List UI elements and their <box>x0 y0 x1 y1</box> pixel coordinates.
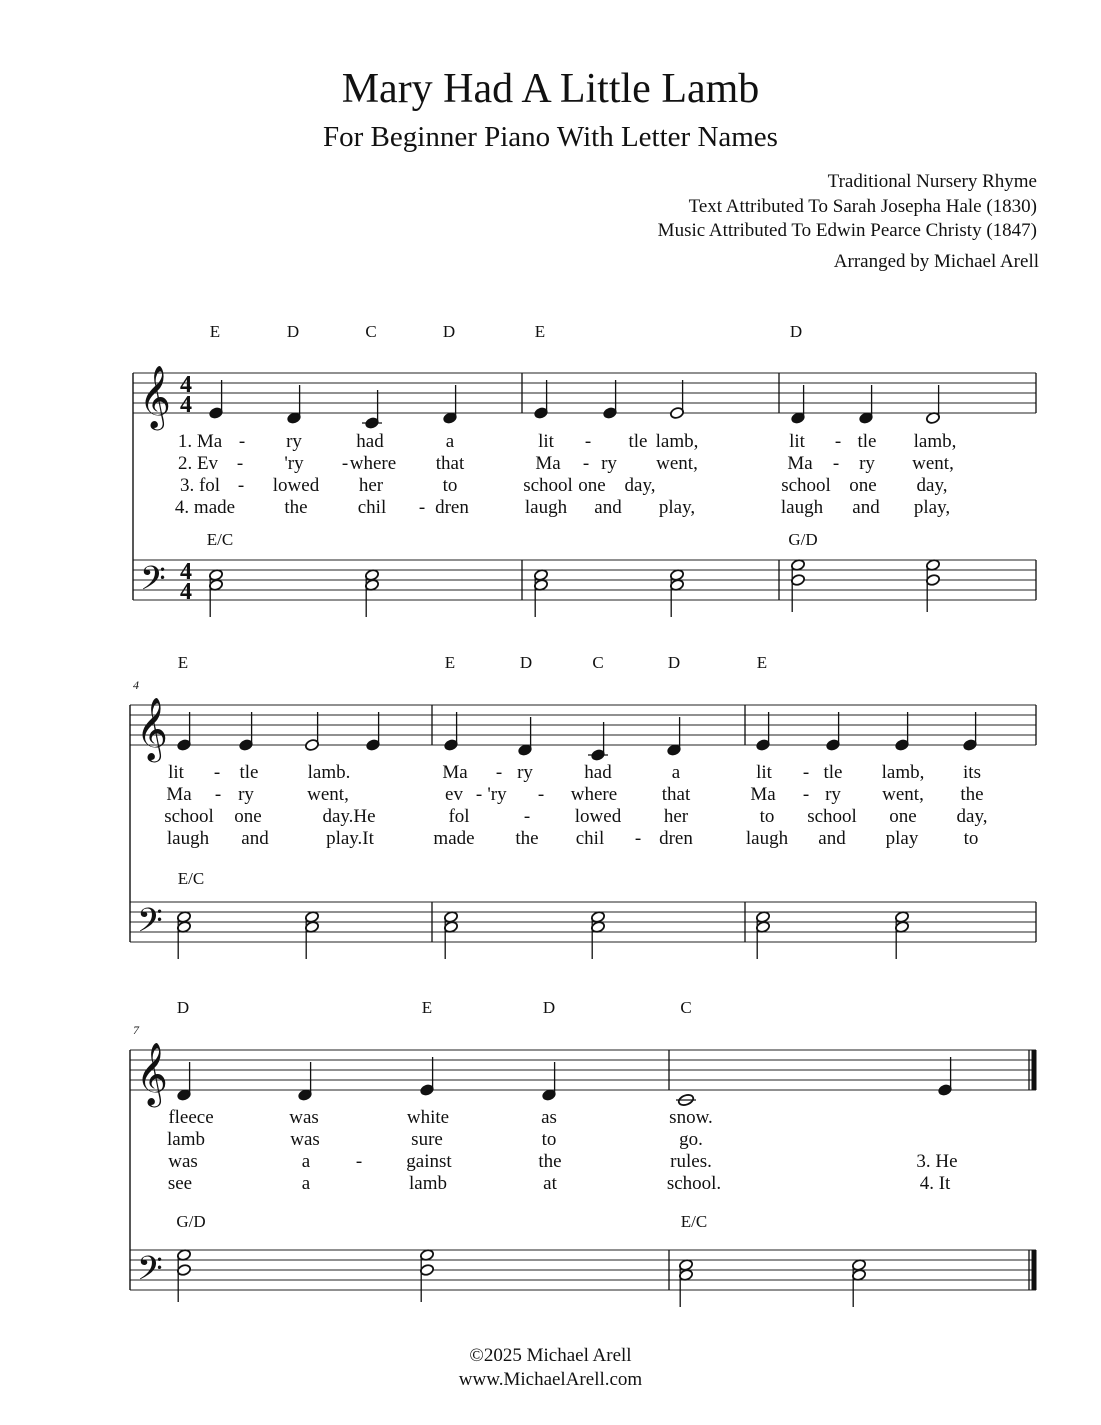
lyric-syllable: white <box>406 1107 450 1128</box>
bass-clef-icon: 𝄢 <box>137 1250 163 1295</box>
lyric-syllable: go. <box>679 1129 703 1150</box>
chord-label: G/D <box>788 530 818 549</box>
lyric-syllable: a <box>445 431 455 452</box>
treble-clef-icon: 𝄞 <box>136 1044 168 1104</box>
lyric-syllable: lamb. <box>307 762 351 783</box>
lyric-syllable: one <box>889 806 917 827</box>
lyric-syllable: went, <box>656 453 698 474</box>
lyric-syllable: ev <box>445 784 463 805</box>
lyric-syllable: school <box>781 475 831 496</box>
note-letter-name: D <box>789 322 803 341</box>
lyric-syllable: - <box>523 806 531 827</box>
lyric-syllable: the <box>538 1151 562 1172</box>
lyric-syllable: dren <box>435 497 469 518</box>
lyric-syllable: ry <box>286 431 302 452</box>
treble-clef-icon: 𝄞 <box>139 367 171 427</box>
lyric-syllable: day.He <box>322 806 376 827</box>
chord-label: E/C <box>680 1212 708 1231</box>
note-letter-name: C <box>680 998 692 1017</box>
time-signature-top: 4 <box>180 559 192 585</box>
lyric-syllable: chil <box>575 828 605 849</box>
lyric-syllable: school. <box>666 1173 722 1194</box>
lyric-syllable: to <box>963 828 979 849</box>
credit-composer: Music Attributed To Edwin Pearce Christy (1847) <box>657 220 1037 241</box>
lyric-syllable: Ma <box>442 762 468 783</box>
lyric-syllable: - <box>238 431 246 452</box>
lyric-syllable: laugh <box>745 828 789 849</box>
time-signature-bottom: 4 <box>180 392 192 418</box>
chord-label: E/C <box>177 869 205 888</box>
note-letter-name: C <box>592 653 604 672</box>
lyric-syllable: 2. Ev <box>177 453 219 474</box>
lyric-syllable: fleece <box>168 1107 214 1128</box>
lyric-syllable: ry <box>859 453 875 474</box>
lyric-syllable: had <box>584 762 612 783</box>
lyric-syllable: lit <box>789 431 805 452</box>
lyric-syllable: tle <box>239 762 259 783</box>
lyric-syllable: - <box>355 1151 363 1172</box>
lyric-syllable: - <box>418 497 426 518</box>
lyric-syllable: school <box>523 475 573 496</box>
lyric-syllable: - <box>802 784 810 805</box>
lyric-syllable: school <box>807 806 857 827</box>
lyric-syllable: - <box>495 762 503 783</box>
lyric-syllable: laugh <box>780 497 824 518</box>
lyric-syllable: snow. <box>669 1107 713 1128</box>
lyric-syllable: tle <box>628 431 648 452</box>
lyric-syllable: sure <box>411 1129 443 1150</box>
website-url: www.MichaelArell.com <box>458 1369 643 1390</box>
note-letter-name: C <box>365 322 377 341</box>
lyric-syllable: and <box>852 497 880 518</box>
lyric-syllable: her <box>358 475 384 496</box>
lyric-syllable: laugh <box>524 497 568 518</box>
note-letter-name: E <box>421 998 433 1017</box>
lyric-syllable: - <box>832 453 840 474</box>
lyric-syllable: and <box>818 828 846 849</box>
lyric-syllable: tle <box>823 762 843 783</box>
lyric-syllable: lamb, <box>913 431 957 452</box>
lyric-syllable: 4. It <box>919 1173 951 1194</box>
lyric-syllable: gainst <box>406 1151 452 1172</box>
lyric-syllable: - <box>634 828 642 849</box>
lyric-syllable: lowed <box>272 475 320 496</box>
lyric-syllable: - <box>341 453 349 474</box>
lyric-syllable: - <box>237 475 245 496</box>
lyric-syllable: Ma <box>787 453 813 474</box>
lyric-syllable: her <box>663 806 689 827</box>
lyric-syllable: to <box>541 1129 557 1150</box>
lyric-syllable: as <box>541 1107 557 1128</box>
credit-arranger: Arranged by Michael Arell <box>833 251 1039 272</box>
lyric-syllable: ry <box>601 453 617 474</box>
lyric-syllable: its <box>963 762 981 783</box>
song-subtitle: For Beginner Piano With Letter Names <box>323 121 778 153</box>
lyric-syllable: play.It <box>326 828 374 849</box>
treble-clef-icon: 𝄞 <box>136 699 168 759</box>
note-letter-name: E <box>756 653 768 672</box>
lyric-syllable: had <box>356 431 384 452</box>
lyric-syllable: see <box>167 1173 193 1194</box>
chord-label: G/D <box>176 1212 206 1231</box>
lyric-syllable: 3. He <box>916 1151 958 1172</box>
lyric-syllable: tle <box>857 431 877 452</box>
lyric-syllable: - <box>582 453 590 474</box>
lyric-syllable: lit <box>756 762 772 783</box>
lyric-syllable: lowed <box>574 806 622 827</box>
lyric-syllable: school <box>164 806 214 827</box>
time-signature-top: 4 <box>180 372 192 398</box>
lyric-syllable: lamb, <box>655 431 699 452</box>
note-letter-name: E <box>177 653 189 672</box>
lyric-syllable: 1. Ma <box>177 431 223 452</box>
lyric-syllable: and <box>594 497 622 518</box>
lyric-syllable: one <box>234 806 262 827</box>
lyric-syllable: the <box>284 497 308 518</box>
lyric-syllable: to <box>759 806 775 827</box>
lyric-syllable: went, <box>882 784 924 805</box>
note-letter-name: D <box>442 322 456 341</box>
note-letter-name: D <box>542 998 556 1017</box>
lyric-syllable: Ma <box>535 453 561 474</box>
lyric-syllable: Ma <box>166 784 192 805</box>
lyric-syllable: ry <box>825 784 841 805</box>
copyright-notice: ©2025 Michael Arell <box>469 1345 632 1366</box>
lyric-syllable: where <box>349 453 397 474</box>
lyric-syllable: was <box>168 1151 198 1172</box>
lyric-syllable: where <box>570 784 618 805</box>
lyric-syllable: - <box>584 431 592 452</box>
lyric-syllable: one <box>578 475 606 496</box>
lyric-syllable: ry <box>517 762 533 783</box>
lyric-syllable: lamb <box>409 1173 447 1194</box>
lyric-syllable: went, <box>307 784 349 805</box>
lyric-syllable: that <box>435 453 465 474</box>
lyric-syllable: day, <box>956 806 988 827</box>
note-letter-name: D <box>286 322 300 341</box>
lyric-syllable: - <box>236 453 244 474</box>
song-title: Mary Had A Little Lamb <box>341 66 760 112</box>
lyric-syllable: made <box>433 828 475 849</box>
lyric-syllable: fol <box>448 806 470 827</box>
lyric-syllable: rules. <box>670 1151 712 1172</box>
lyric-syllable: dren <box>659 828 693 849</box>
lyric-syllable: lit <box>538 431 554 452</box>
lyric-syllable: ry <box>238 784 254 805</box>
lyric-syllable: a <box>671 762 681 783</box>
credit-origin: Traditional Nursery Rhyme <box>827 171 1037 192</box>
lyric-syllable: laugh <box>166 828 210 849</box>
measure-number: 7 <box>133 1023 139 1037</box>
lyric-syllable: day, <box>624 475 656 496</box>
lyric-syllable: - <box>537 784 545 805</box>
chord-label: E/C <box>206 530 234 549</box>
lyric-syllable: the <box>960 784 984 805</box>
time-signature-bottom: 4 <box>180 579 192 605</box>
lyric-syllable: one <box>849 475 877 496</box>
lyric-syllable: day, <box>916 475 948 496</box>
note-letter-name: E <box>209 322 221 341</box>
lyric-syllable: play, <box>913 497 951 518</box>
lyric-syllable: a <box>301 1151 311 1172</box>
lyric-syllable: lamb, <box>881 762 925 783</box>
lyric-syllable: that <box>661 784 691 805</box>
lyric-syllable: the <box>515 828 539 849</box>
lyric-syllable: - <box>214 784 222 805</box>
lyric-syllable: lamb <box>167 1129 205 1150</box>
lyric-syllable: was <box>289 1107 319 1128</box>
lyric-syllable: 'ry <box>284 453 304 474</box>
lyric-syllable: 3. fol <box>179 475 221 496</box>
note-letter-name: D <box>176 998 190 1017</box>
lyric-syllable: lit <box>168 762 184 783</box>
lyric-syllable: 'ry <box>487 784 507 805</box>
lyric-syllable: - <box>834 431 842 452</box>
lyric-syllable: play, <box>658 497 696 518</box>
lyric-syllable: to <box>442 475 458 496</box>
note-letter-name: E <box>444 653 456 672</box>
measure-number: 4 <box>133 678 139 692</box>
lyric-syllable: and <box>241 828 269 849</box>
note-letter-name: D <box>519 653 533 672</box>
lyric-syllable: at <box>543 1173 557 1194</box>
lyric-syllable: - <box>213 762 221 783</box>
lyric-syllable: - <box>802 762 810 783</box>
credit-lyricist: Text Attributed To Sarah Josepha Hale (1830) <box>688 196 1037 217</box>
lyric-syllable: was <box>290 1129 320 1150</box>
note-letter-name: D <box>667 653 681 672</box>
lyric-syllable: 4. made <box>174 497 236 518</box>
note-letter-name: E <box>534 322 546 341</box>
lyric-syllable: chil <box>357 497 387 518</box>
lyric-syllable: a <box>301 1173 311 1194</box>
lyric-syllable: went, <box>912 453 954 474</box>
bass-clef-icon: 𝄢 <box>140 560 166 605</box>
bass-clef-icon: 𝄢 <box>137 902 163 947</box>
lyric-syllable: - <box>475 784 483 805</box>
lyric-syllable: Ma <box>750 784 776 805</box>
lyric-syllable: play <box>885 828 919 849</box>
